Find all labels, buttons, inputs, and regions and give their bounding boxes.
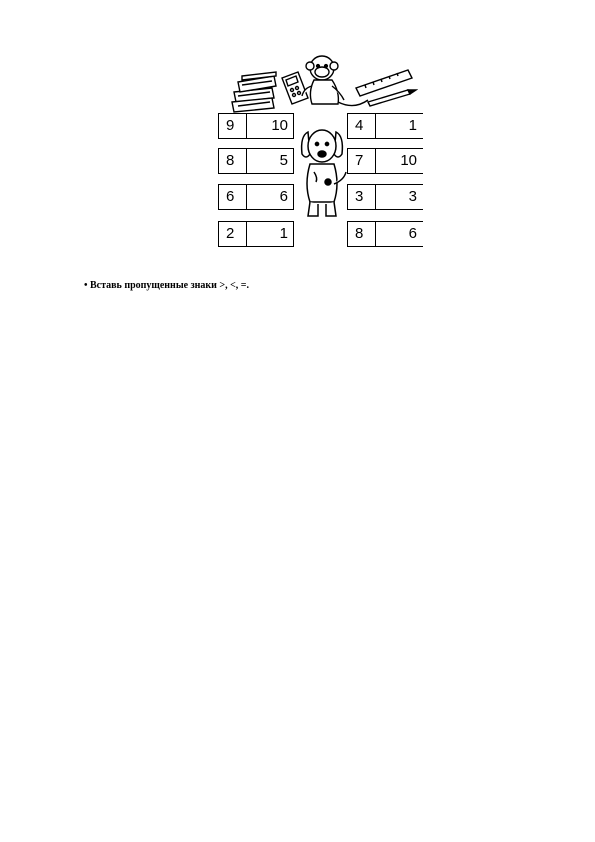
comparison-box-right-3 — [347, 184, 423, 210]
comparison-box-right-2 — [347, 148, 423, 174]
number-right: 10 — [271, 117, 288, 134]
number-right: 6 — [408, 225, 417, 242]
comparison-box-right-4 — [347, 221, 423, 247]
number-left: 9 — [226, 117, 235, 134]
number-right: 1 — [408, 117, 417, 134]
instruction-text: • Вставь пропущенные знаки >, <, =. — [84, 280, 249, 291]
comparison-box-left-3 — [218, 184, 294, 210]
comparison-box-left-2 — [218, 148, 294, 174]
clipart-header — [228, 52, 418, 114]
number-right: 3 — [408, 188, 417, 205]
number-right: 1 — [279, 225, 288, 242]
number-left: 6 — [226, 188, 235, 205]
puppy-icon — [296, 124, 348, 224]
comparison-box-right-1 — [347, 113, 423, 139]
number-right: 6 — [279, 188, 288, 205]
number-right: 10 — [400, 152, 417, 169]
number-left: 7 — [355, 152, 364, 169]
comparison-box-left-4 — [218, 221, 294, 247]
number-left: 3 — [355, 188, 364, 205]
calculator-icon — [282, 72, 308, 104]
number-left: 4 — [355, 117, 364, 134]
comparison-box-left-1 — [218, 113, 294, 139]
monkey-icon — [302, 56, 368, 106]
number-left: 2 — [226, 225, 235, 242]
number-right: 5 — [279, 152, 288, 169]
books-icon — [232, 72, 276, 112]
number-left: 8 — [355, 225, 364, 242]
number-left: 8 — [226, 152, 235, 169]
